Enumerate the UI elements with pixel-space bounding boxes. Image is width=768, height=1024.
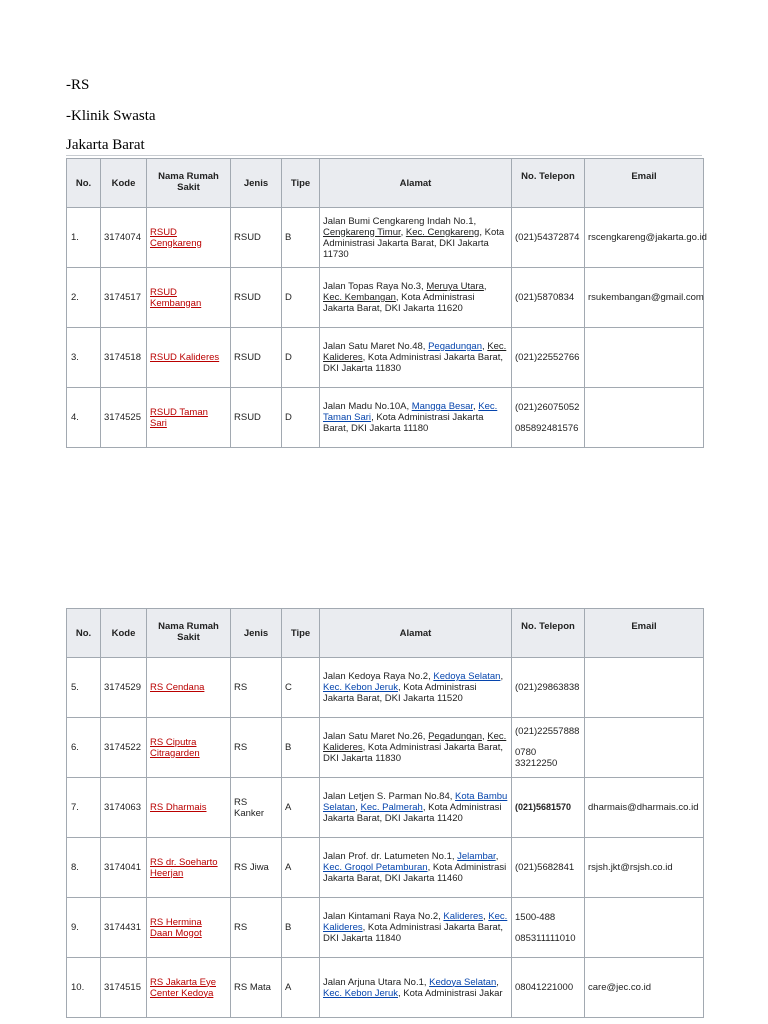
table-row	[67, 838, 704, 898]
cell-alamat	[320, 838, 512, 898]
address-text: Jalan Letjen S. Parman No.84,	[323, 791, 456, 802]
address-separator: ,	[355, 802, 361, 813]
cell-telepon	[512, 958, 585, 1018]
header-jenis: Jenis	[231, 159, 282, 208]
cell-no: 3.	[67, 328, 101, 388]
cell-no: 7.	[67, 778, 101, 838]
cell-email	[585, 658, 704, 718]
cell-tipe: C	[282, 658, 320, 718]
header-kode: Kode	[101, 609, 147, 658]
kecamatan-link[interactable]: Kec. Kembangan	[323, 292, 396, 303]
table-row	[67, 268, 704, 328]
cell-nama	[147, 208, 231, 268]
address-separator: ,	[483, 911, 489, 922]
cell-tipe: B	[282, 898, 320, 958]
cell-nama	[147, 268, 231, 328]
header-telepon: No. Telepon	[512, 609, 585, 658]
cell-tipe: A	[282, 958, 320, 1018]
kelurahan-link[interactable]: Kalideres	[443, 911, 484, 922]
phone-number: (021)54372874	[515, 232, 580, 243]
hospital-table-1	[66, 158, 707, 448]
cell-tipe: A	[282, 778, 320, 838]
address-separator: ,	[500, 671, 504, 682]
address-text: , Kota Administrasi Jakarta Barat, DKI Jakarta 11840	[323, 922, 504, 944]
header-no: No.	[67, 609, 101, 658]
cell-kode: 3174431	[101, 898, 147, 958]
table-row	[67, 718, 704, 778]
hospital-link[interactable]: RS Ciputra Citragarden	[150, 736, 200, 759]
address-separator: ,	[473, 401, 479, 412]
address-text: Jalan Topas Raya No.3,	[323, 281, 427, 292]
cell-email	[585, 328, 704, 388]
cell-jenis: RSUD	[231, 328, 282, 388]
cell-telepon	[512, 718, 585, 778]
kelurahan-link[interactable]: Jelambar	[457, 851, 496, 862]
table-row	[67, 898, 704, 958]
cell-kode: 3174518	[101, 328, 147, 388]
cell-alamat	[320, 958, 512, 1018]
cell-nama	[147, 958, 231, 1018]
hospital-link[interactable]: RS Dharmais	[150, 802, 207, 813]
kecamatan-link[interactable]: Kec. Kalideres	[323, 341, 507, 363]
cell-email: rsjsh.jkt@rsjsh.co.id	[585, 838, 704, 898]
phone-number: (021)22552766	[515, 352, 580, 363]
table-row	[67, 658, 704, 718]
cell-jenis: RSUD	[231, 268, 282, 328]
hospital-link[interactable]: RS Hermina Daan Mogot	[150, 916, 202, 939]
cell-nama	[147, 718, 231, 778]
header-tipe: Tipe	[282, 159, 320, 208]
cell-telepon	[512, 778, 585, 838]
phone-number-2: 085311111010	[515, 932, 576, 944]
cell-jenis: RS Jiwa	[231, 838, 282, 898]
cell-alamat	[320, 388, 512, 448]
address-separator: ,	[496, 976, 499, 988]
kelurahan-link[interactable]: Cengkareng Timur	[323, 226, 401, 238]
cell-alamat	[320, 718, 512, 778]
kelurahan-link[interactable]: Kota Bambu Selatan	[323, 791, 508, 813]
address-text: Jalan Bumi Cengkareng Indah No.1,	[323, 215, 477, 227]
cell-jenis: RS	[231, 658, 282, 718]
hospital-link[interactable]: RSUD Cengkareng	[150, 226, 202, 249]
kecamatan-link[interactable]: Kec. Taman Sari	[323, 401, 498, 423]
address-text: , Kota Administrasi Jakar	[398, 987, 503, 999]
cell-tipe: B	[282, 718, 320, 778]
phone-number: 1500-488	[515, 911, 556, 923]
cell-email: rsukembangan@gmail.com	[585, 268, 704, 328]
cell-email: rscengkareng@jakarta.go.id	[585, 208, 704, 268]
cell-jenis: RSUD	[231, 208, 282, 268]
kelurahan-link[interactable]: Mangga Besar	[411, 401, 473, 412]
phone-number: (021)5870834	[515, 292, 575, 303]
cell-nama	[147, 778, 231, 838]
cell-alamat	[320, 268, 512, 328]
header-nama: Nama Rumah Sakit	[147, 159, 231, 208]
cell-no: 5.	[67, 658, 101, 718]
kelurahan-link[interactable]: Kedoya Selatan	[429, 976, 497, 988]
header-alamat: Alamat	[320, 609, 512, 658]
kecamatan-link[interactable]: Kec. Grogol Petamburan	[323, 862, 428, 873]
cell-nama	[147, 328, 231, 388]
header-kode: Kode	[101, 159, 147, 208]
header-nama: Nama Rumah Sakit	[147, 609, 231, 658]
table-row	[67, 388, 704, 448]
header-tipe: Tipe	[282, 609, 320, 658]
address-text: Jalan Kedoya Raya No.2,	[323, 671, 434, 682]
hospital-link[interactable]: RS Jakarta Eye Center Kedoya	[150, 976, 216, 999]
kecamatan-link[interactable]: Kec. Kebon Jeruk	[323, 682, 398, 693]
cell-email	[585, 718, 704, 778]
kecamatan-link[interactable]: Kec. Cengkareng	[405, 226, 480, 238]
cell-kode: 3174041	[101, 838, 147, 898]
cell-jenis: RS Mata	[231, 958, 282, 1018]
cell-telepon	[512, 898, 585, 958]
cell-tipe: D	[282, 268, 320, 328]
table-row	[67, 778, 704, 838]
cell-no: 6.	[67, 718, 101, 778]
cell-jenis: RS	[231, 718, 282, 778]
table-row	[67, 208, 704, 268]
phone-number: (021)29863838	[515, 682, 580, 693]
hospital-link[interactable]: RSUD Kalideres	[150, 352, 220, 363]
address-separator: ,	[481, 731, 488, 742]
cell-tipe: D	[282, 328, 320, 388]
address-text: Jalan Arjuna Utara No.1,	[323, 976, 430, 988]
address-text: Jalan Satu Maret No.48,	[323, 341, 429, 352]
cell-kode: 3174063	[101, 778, 147, 838]
cell-no: 8.	[67, 838, 101, 898]
address-text: , Kota Administrasi Jakarta Barat, DKI Jakarta 11520	[323, 682, 477, 704]
phone-number: (021)26075052	[515, 401, 580, 413]
cell-alamat	[320, 658, 512, 718]
address-text: , Kota Administrasi Jakarta Barat, DKI Jakarta 11730	[323, 226, 505, 260]
cell-kode: 3174517	[101, 268, 147, 328]
phone-number: (021)5681570	[515, 802, 572, 812]
address-text: , Kota Administrasi Jakarta Barat, DKI Jakarta 11180	[323, 412, 484, 434]
cell-no: 2.	[67, 268, 101, 328]
cell-alamat	[320, 208, 512, 268]
header-alamat: Alamat	[320, 159, 512, 208]
cell-alamat	[320, 898, 512, 958]
kelurahan-link[interactable]: Pegadungan	[428, 731, 482, 742]
table-header-row	[67, 159, 704, 208]
address-text: , Kota Administrasi Jakarta Barat, DKI Jakarta 11620	[323, 292, 475, 314]
heading-rs: -RS	[66, 77, 90, 93]
phone-number: 08041221000	[515, 982, 574, 993]
address-separator: ,	[481, 341, 488, 352]
cell-telepon	[512, 268, 585, 328]
heading-jakarta-barat: Jakarta Barat	[66, 137, 145, 153]
header-jenis: Jenis	[231, 609, 282, 658]
phone-number: (021)22557888	[515, 726, 580, 737]
hospital-link[interactable]: RS dr. Soeharto Heerjan	[150, 856, 218, 879]
table-row	[67, 328, 704, 388]
address-text: Jalan Satu Maret No.26,	[323, 731, 429, 742]
cell-nama	[147, 838, 231, 898]
address-text: , Kota Administrasi Jakarta Barat, DKI Jakarta 11830	[323, 352, 504, 374]
hospital-link[interactable]: RSUD Taman Sari	[150, 406, 208, 429]
cell-nama	[147, 898, 231, 958]
hospital-link[interactable]: RS Cendana	[150, 682, 205, 693]
phone-number: (021)5682841	[515, 862, 575, 873]
cell-telepon	[512, 388, 585, 448]
kecamatan-link[interactable]: Kec. Kalideres	[323, 911, 508, 933]
cell-alamat	[320, 778, 512, 838]
cell-kode: 3174525	[101, 388, 147, 448]
cell-nama	[147, 388, 231, 448]
cell-no: 10.	[67, 958, 101, 1018]
address-text: , Kota Administrasi Jakarta Barat, DKI Jakarta 11420	[323, 802, 502, 824]
header-no: No.	[67, 159, 101, 208]
cell-telepon	[512, 658, 585, 718]
cell-no: 9.	[67, 898, 101, 958]
cell-telepon	[512, 208, 585, 268]
heading-underline	[66, 155, 702, 156]
cell-alamat	[320, 328, 512, 388]
cell-telepon	[512, 328, 585, 388]
cell-email: dharmais@dharmais.co.id	[585, 778, 704, 838]
kecamatan-link[interactable]: Kec. Palmerah	[360, 802, 423, 813]
address-text: Jalan Madu No.10A,	[323, 401, 412, 412]
cell-kode: 3174515	[101, 958, 147, 1018]
cell-telepon	[512, 838, 585, 898]
header-email: Email	[585, 609, 704, 658]
header-email: Email	[585, 159, 704, 208]
cell-kode: 3174529	[101, 658, 147, 718]
table-header-row	[67, 609, 704, 658]
cell-email: care@jec.co.id	[585, 958, 704, 1018]
address-text: , Kota Administrasi Jakarta Barat, DKI Jakarta 11460	[323, 862, 507, 884]
address-separator: ,	[495, 851, 499, 862]
hospital-table-2	[66, 608, 704, 1018]
address-separator: ,	[400, 226, 406, 238]
cell-jenis: RS Kanker	[231, 778, 282, 838]
cell-email	[585, 388, 704, 448]
address-text: , Kota Administrasi Jakarta Barat, DKI Jakarta 11830	[323, 742, 504, 764]
phone-number-2: 0780 33212250	[515, 747, 558, 769]
cell-tipe: D	[282, 388, 320, 448]
table-row	[67, 958, 704, 1018]
kelurahan-link[interactable]: Pegadungan	[428, 341, 482, 352]
cell-kode: 3174522	[101, 718, 147, 778]
kecamatan-link[interactable]: Kec. Kebon Jeruk	[323, 987, 398, 999]
kelurahan-link[interactable]: Kedoya Selatan	[433, 671, 501, 682]
cell-email	[585, 898, 704, 958]
kecamatan-link[interactable]: Kec. Kalideres	[323, 731, 507, 753]
address-separator: ,	[483, 281, 487, 292]
kelurahan-link[interactable]: Meruya Utara	[426, 281, 484, 292]
cell-tipe: A	[282, 838, 320, 898]
cell-nama	[147, 658, 231, 718]
cell-no: 4.	[67, 388, 101, 448]
cell-jenis: RSUD	[231, 388, 282, 448]
phone-number-2: 085892481576	[515, 422, 579, 434]
hospital-link[interactable]: RSUD Kembangan	[150, 286, 202, 309]
cell-jenis: RS	[231, 898, 282, 958]
header-telepon: No. Telepon	[512, 159, 585, 208]
cell-kode: 3174074	[101, 208, 147, 268]
cell-tipe: B	[282, 208, 320, 268]
address-text: Jalan Prof. dr. Latumeten No.1,	[323, 851, 458, 862]
address-text: Jalan Kintamani Raya No.2,	[323, 911, 444, 922]
heading-klinik-swasta: -Klinik Swasta	[66, 108, 156, 124]
cell-no: 1.	[67, 208, 101, 268]
